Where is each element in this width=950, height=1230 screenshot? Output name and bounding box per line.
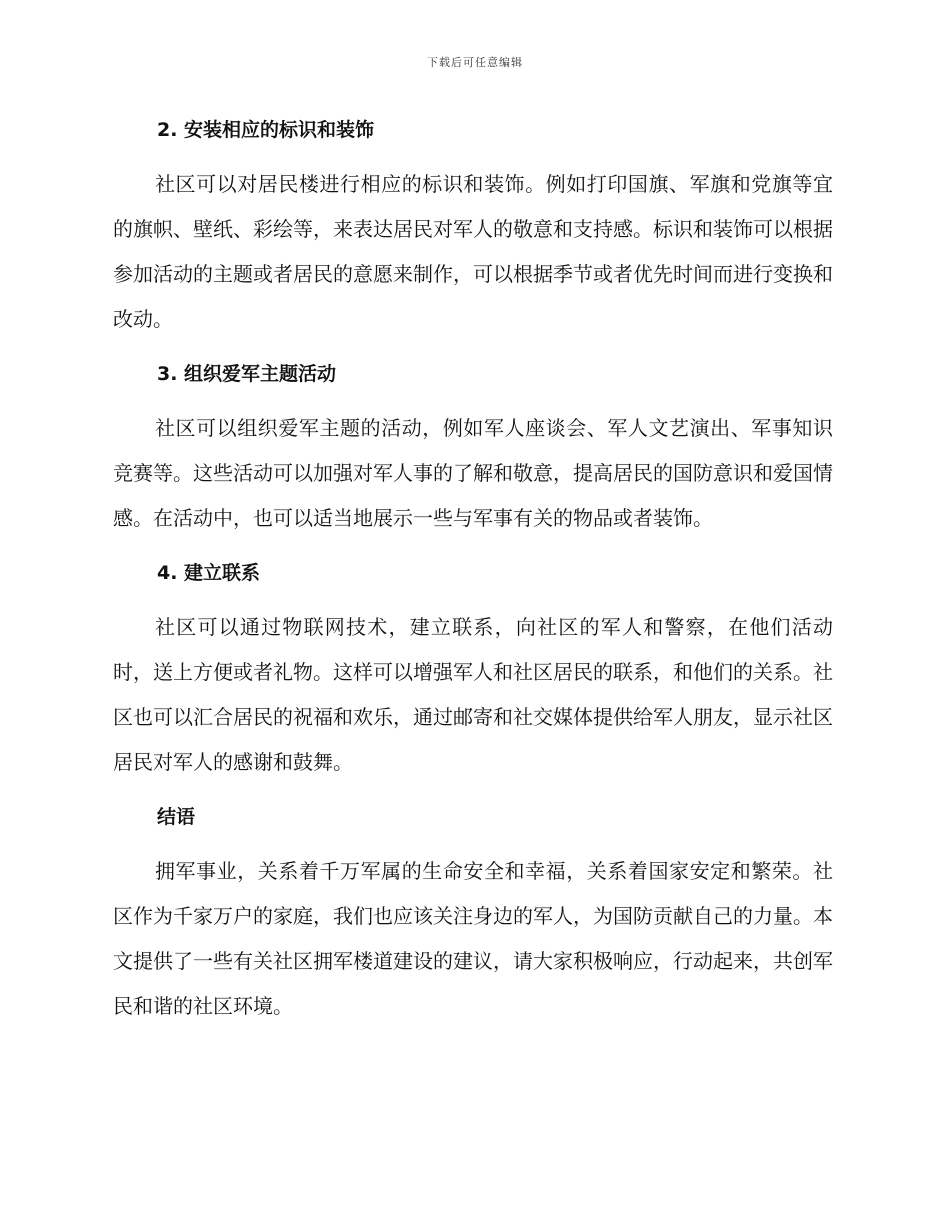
section-heading-install-signs: 2. 安装相应的标识和装饰 — [157, 119, 375, 141]
section-paragraph-organize-activities: 社区可以组织爱军主题的活动，例如军人座谈会、军人文艺演出、军事知识竞赛等。这些活动可以加强对军人事的了解和敬意，提高居民的国防意识和爱国情感。在活动中，也可以适当地展示一些与军事有关的物品或者装饰。 — [113, 416, 833, 530]
section-paragraph-build-connections: 社区可以通过物联网技术，建立联系，向社区的军人和警察，在他们活动时，送上方便或者礼物。这样可以增强军人和社区居民的联系，和他们的关系。社区也可以汇合居民的祝福和欢乐，通过邮寄和社交媒体提供给军人朋友，显示社区居民对军人的感谢和鼓舞。 — [113, 615, 833, 774]
document-body — [113, 110, 833, 1029]
page-header: 下载后可任意编辑 — [427, 56, 523, 69]
section-paragraph-install-signs: 社区可以对居民楼进行相应的标识和装饰。例如打印国旗、军旗和党旗等宜的旗帜、壁纸、彩绘等，来表达居民对军人的敬意和支持感。标识和装饰可以根据参加活动的主题或者居民的意愿来制作，可以根据季节或者优先时间而进行变换和改动。 — [113, 172, 833, 331]
section-heading-build-connections: 4. 建立联系 — [157, 562, 261, 584]
section-paragraph-conclusion: 拥军事业，关系着千万军属的生命安全和幸福，关系着国家安定和繁荣。社区作为千家万户的家庭，我们也应该关注身边的军人，为国防贡献自己的力量。本文提供了一些有关社区拥军楼道建设的建议，请大家积极响应，行动起来，共创军民和谐的社区环境。 — [113, 859, 833, 1018]
section-heading-organize-activities: 3. 组织爱军主题活动 — [157, 363, 337, 385]
section-heading-conclusion: 结语 — [157, 806, 196, 828]
